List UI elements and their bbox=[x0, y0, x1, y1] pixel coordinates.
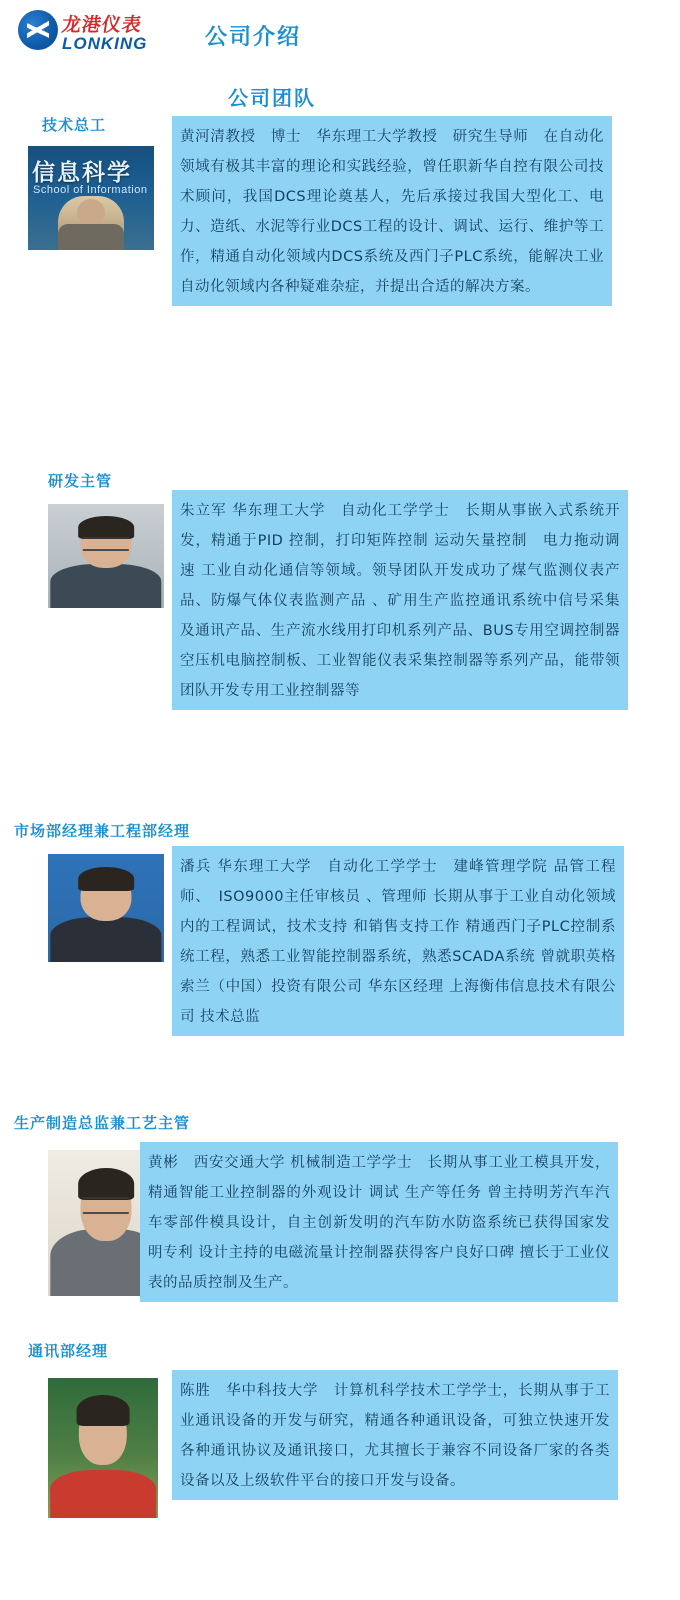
member-bio-4: 黄彬 西安交通大学 机械制造工学学士 长期从事工业工模具开发，精通智能工业控制器的外观设计 调试 生产等任务 曾主持明芳汽车汽车零部件模具设计，自主创新发明的汽车防水防盗系统已获得国家发明专利 设计主持的电磁流量计控制器获得客户良好口碑 擅长于工业仪表的品质控制及生产。 bbox=[140, 1142, 618, 1302]
section-title: 公司团队 bbox=[228, 86, 316, 110]
member-photo-3 bbox=[48, 854, 164, 962]
logo-english-name: LONKING bbox=[62, 34, 148, 53]
portrait-glasses bbox=[83, 1197, 129, 1214]
portrait-hair bbox=[78, 516, 134, 539]
member-photo-5 bbox=[48, 1378, 158, 1518]
company-logo bbox=[18, 8, 168, 54]
portrait-shoulders bbox=[50, 917, 161, 962]
member-role-1: 技术总工 bbox=[42, 116, 107, 134]
portrait-shoulders bbox=[50, 1470, 156, 1518]
photo-overlay-chinese: 信息科学 bbox=[32, 160, 132, 186]
portrait-hair bbox=[78, 1168, 134, 1200]
member-bio-5: 陈胜 华中科技大学 计算机科学技术工学学士，长期从事于工业通讯设备的开发与研究，精通各种通讯设备，可独立快速开发各种通讯协议及通讯接口，尤其擅长于兼容不同设备厂家的各类设备以及上级软件平台的接口开发与设备。 bbox=[172, 1370, 618, 1500]
member-photo-2 bbox=[48, 504, 164, 608]
member-bio-3: 潘兵 华东理工大学 自动化工学学士 建峰管理学院 品管工程师、 ISO9000主任审核员 、管理师 长期从事于工业自动化领域内的工程调试，技术支持 和销售支持工作 精通西门子PLC控制系统工程，熟悉工业智能控制器系统，熟悉SCADA系统 曾就职英格索兰（中国）投资有限公司 华东区经理 上海衡伟信息技术有限公司 技术总监 bbox=[172, 846, 624, 1036]
portrait-hair bbox=[77, 1395, 130, 1426]
member-bio-1: 黄河清教授 博士 华东理工大学教授 研究生导师 在自动化领域有极其丰富的理论和实践经验，曾任职新华自控有限公司技术顾问，我国DCS理论奠基人，先后承接过我国大型化工、电力、造纸、水泥等行业DCS工程的设计、调试、运行、维护等工作，精通自动化领域内DCS系统及西门子PLC系统，能解决工业自动化领域内各种疑难杂症，并提出合适的解决方案。 bbox=[172, 116, 612, 306]
logo-emblem-icon bbox=[18, 10, 58, 50]
member-role-2: 研发主管 bbox=[48, 472, 113, 490]
member-role-4: 生产制造总监兼工艺主管 bbox=[14, 1114, 191, 1132]
page-title: 公司介绍 bbox=[205, 25, 302, 50]
member-photo-1 bbox=[28, 146, 154, 250]
portrait-shoulders bbox=[50, 564, 161, 608]
portrait-glasses bbox=[83, 537, 129, 550]
portrait-figure bbox=[58, 196, 124, 250]
photo-overlay-english: School of Information bbox=[33, 184, 148, 196]
logo-chinese-name: 龙港仪表 bbox=[60, 14, 144, 36]
portrait-hair bbox=[78, 867, 134, 891]
member-bio-2: 朱立军 华东理工大学 自动化工学学士 长期从事嵌入式系统开发，精通于PID 控制，打印矩阵控制 运动矢量控制 电力拖动调速 工业自动化通信等领域。领导团队开发成功了煤气监测仪表产品、防爆气体仪表监测产品 、矿用生产监控通讯系统中信号采集及通讯产品、生产流水线用打印机系列产品、BUS专用空调控制器空压机电脑控制板、工业智能仪表采集控制器等系列产品，能带领团队开发专用工业控制器等 bbox=[172, 490, 628, 710]
member-role-3: 市场部经理兼工程部经理 bbox=[14, 822, 191, 840]
member-role-5: 通讯部经理 bbox=[28, 1342, 109, 1360]
page-header bbox=[0, 0, 680, 62]
